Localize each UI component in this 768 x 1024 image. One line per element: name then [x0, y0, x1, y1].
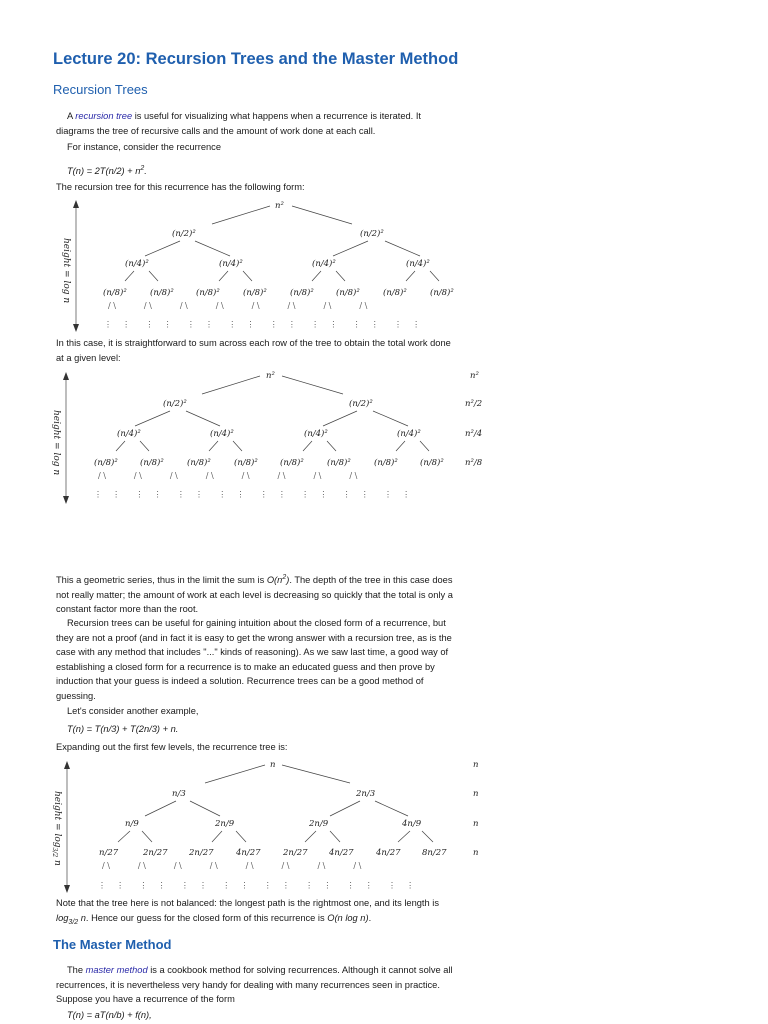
- tree-node: (n/8)²: [150, 288, 174, 298]
- level-sum: n: [473, 760, 479, 770]
- tree-node: (n/2)²: [349, 399, 373, 409]
- tree-node: 4n/9: [402, 819, 422, 829]
- text: .: [144, 166, 147, 177]
- tree-node: (n/8)²: [103, 288, 127, 298]
- text: O(n: [266, 575, 283, 586]
- paragraph-tree-form: The recursion tree for this recurrence has the following form:: [56, 182, 305, 192]
- tree-node: (n/2)²: [163, 399, 187, 409]
- text: T(n) = 2T(n/2) + n: [67, 166, 141, 177]
- tree-node: (n/8)²: [327, 458, 351, 468]
- text: O(n log n): [327, 912, 369, 923]
- text: 3/2: [68, 918, 79, 926]
- recursion-tree-2: [0, 366, 768, 506]
- text: Note that the tree here is not balanced: the longest path is the rightmost one, and its length is: [56, 898, 439, 908]
- tree-node: 2n/3: [356, 789, 376, 799]
- paragraph-expanding: Expanding out the first few levels, the recurrence tree is:: [56, 742, 288, 752]
- tree-node: (n/8)²: [196, 288, 220, 298]
- section-heading-master-method: The Master Method: [53, 937, 172, 952]
- paragraph-master-method: [56, 963, 461, 1007]
- tree-node: 2n/27: [143, 848, 168, 858]
- text: log: [56, 912, 69, 923]
- tree-node: (n/2)²: [360, 229, 384, 239]
- level-sum: n²/4: [465, 429, 483, 439]
- tree-node: (n/4)²: [312, 259, 336, 269]
- level-sum: n: [473, 819, 479, 829]
- paragraph-intro: [56, 109, 461, 138]
- recursion-tree-3: [0, 757, 768, 897]
- tree-node: (n/4)²: [125, 259, 149, 269]
- tree-node: (n/8)²: [140, 458, 164, 468]
- arrow-down-icon: [63, 496, 69, 504]
- tree-node: (n/8)²: [336, 288, 360, 298]
- height-label: height = log n: [51, 410, 61, 476]
- arrow-down-icon: [73, 324, 79, 332]
- text: .: [368, 912, 372, 923]
- paragraph-for-instance: For instance, consider the recurrence: [67, 142, 221, 152]
- level-sum: n: [473, 789, 479, 799]
- tree-node: 2n/9: [309, 819, 329, 829]
- tree-node: (n/4)²: [406, 259, 430, 269]
- tree-node: n/3: [172, 789, 186, 799]
- tree-node: (n/8)²: [290, 288, 314, 298]
- root-node: n²: [275, 201, 284, 211]
- paragraph-not-balanced: [56, 896, 461, 930]
- text: . The depth of the tree in this case does not really matter; the amount of work at each level is decreasing so quickly that the total is only a constant factor more than the root.: [56, 575, 453, 615]
- paragraph-intuition: Recursion trees can be useful for gaining intuition about the closed form of a recurrence, but they are not a proof (and in fact it is easy to get the wrong answer with a recursion tree, as is the case with any method that includes "..." kinds of reasoning). As we saw last time, a good way of establishing a closed form for a recurrence is to make an educated guess and then prove by induction that your guess is indeed a solution. Recurrence trees can be a good method of guessing.: [56, 618, 452, 701]
- svg-text:⋮ ⋮ ⋮ ⋮ ⋮ ⋮: ⋮ ⋮ ⋮ ⋮ ⋮ ⋮ ⋮ ⋮ ⋮ ⋮ ⋮ ⋮ ⋮ ⋮ ⋮ ⋮: [104, 320, 421, 329]
- tree-node: (n/8)²: [383, 288, 407, 298]
- tree-node: 4n/27: [236, 848, 261, 858]
- tree-node: (n/4)²: [210, 429, 234, 439]
- root-node: n: [270, 760, 276, 770]
- text: A: [67, 111, 76, 121]
- tree-node: (n/8)²: [243, 288, 267, 298]
- text: n: [78, 912, 86, 923]
- link-recursion-tree[interactable]: recursion tree: [75, 111, 133, 121]
- arrow-up-icon: [63, 372, 69, 380]
- tree-node: (n/8)²: [234, 458, 258, 468]
- text: . Hence our guess for the closed form of this recurrence is: [85, 912, 328, 923]
- tree-node: (n/8)²: [280, 458, 304, 468]
- tree-node: (n/8)²: [430, 288, 454, 298]
- link-master-method[interactable]: master method: [85, 965, 148, 975]
- height-label: height = log n: [61, 238, 71, 304]
- arrow-up-icon: [73, 200, 79, 208]
- tree-node: (n/8)²: [94, 458, 118, 468]
- paragraph-geometric: [56, 571, 461, 617]
- tree-node: (n/4)²: [219, 259, 243, 269]
- text: 2: [282, 574, 287, 581]
- tree-node: 4n/27: [329, 848, 354, 858]
- recursion-tree-1: [0, 196, 768, 336]
- level-sum: n: [473, 848, 479, 858]
- tree-node: (n/8)²: [374, 458, 398, 468]
- svg-text:/ \ / \ /: / \ / \ / \ / \ / \ / \ / \ / \: [102, 861, 362, 870]
- equation-3: T(n) = aT(n/b) + f(n),: [67, 1010, 152, 1020]
- arrow-down-icon: [64, 885, 70, 893]
- level-sum: n²/2: [465, 399, 483, 409]
- tree-node: (n/8)²: [420, 458, 444, 468]
- level-sum: n²/8: [465, 458, 483, 468]
- equation-1: [67, 162, 147, 179]
- tree-node: 2n/27: [189, 848, 214, 858]
- height-label: height = $\log_{3/2} n$: [51, 791, 62, 866]
- tree-node: 8n/27: [422, 848, 447, 858]
- page-title: Lecture 20: Recursion Trees and the Master Method: [53, 50, 459, 68]
- svg-text:⋮ ⋮ ⋮ ⋮ ⋮ ⋮: ⋮ ⋮ ⋮ ⋮ ⋮ ⋮ ⋮ ⋮ ⋮ ⋮ ⋮ ⋮ ⋮ ⋮ ⋮ ⋮: [98, 881, 415, 890]
- tree-node: (n/4)²: [304, 429, 328, 439]
- svg-text:⋮ ⋮ ⋮ ⋮ ⋮ ⋮: ⋮ ⋮ ⋮ ⋮ ⋮ ⋮ ⋮ ⋮ ⋮ ⋮ ⋮ ⋮ ⋮ ⋮ ⋮ ⋮: [94, 490, 411, 499]
- tree-node: n/9: [125, 819, 139, 829]
- arrow-up-icon: [64, 761, 70, 769]
- text: The: [67, 965, 86, 975]
- tree-node: (n/4)²: [117, 429, 141, 439]
- tree-node: n/27: [99, 848, 119, 858]
- root-node: n²: [266, 371, 275, 381]
- text: This a geometric series, thus in the limit the sum is: [56, 575, 267, 586]
- tree-node: 2n/27: [283, 848, 308, 858]
- text: ): [286, 575, 290, 586]
- tree-node: (n/8)²: [187, 458, 211, 468]
- section-heading-recursion-trees: Recursion Trees: [53, 82, 148, 97]
- tree-node: (n/4)²: [397, 429, 421, 439]
- text: 2: [140, 165, 145, 172]
- svg-text:/ \ / \ /: / \ / \ / \ / \ / \ / \ / \ / \: [98, 471, 358, 480]
- tree-node: (n/2)²: [172, 229, 196, 239]
- svg-text:/ \ / \ /: / \ / \ / \ / \ / \ / \ / \ / \: [108, 301, 368, 310]
- text: is a cookbook method for solving recurrences. Although it cannot solve all recurrences, it is nevertheless very handy for dealing with many recurrences seen in practice. Suppose you have a recurrence of the form: [56, 965, 453, 1004]
- level-sum: n²: [470, 371, 479, 381]
- text: is useful for visualizing what happens when a recurrence is iterated. It diagrams the tree of recursive calls and the amount of work done at each call.: [56, 111, 421, 136]
- tree-node: 4n/27: [376, 848, 401, 858]
- paragraph-sum-rows: In this case, it is straightforward to sum across each row of the tree to obtain the total work done at a given level:: [56, 338, 451, 363]
- tree-node: 2n/9: [215, 819, 235, 829]
- paragraph-another-example: Let's consider another example,: [67, 706, 199, 716]
- equation-2: T(n) = T(n/3) + T(2n/3) + n.: [67, 724, 179, 734]
